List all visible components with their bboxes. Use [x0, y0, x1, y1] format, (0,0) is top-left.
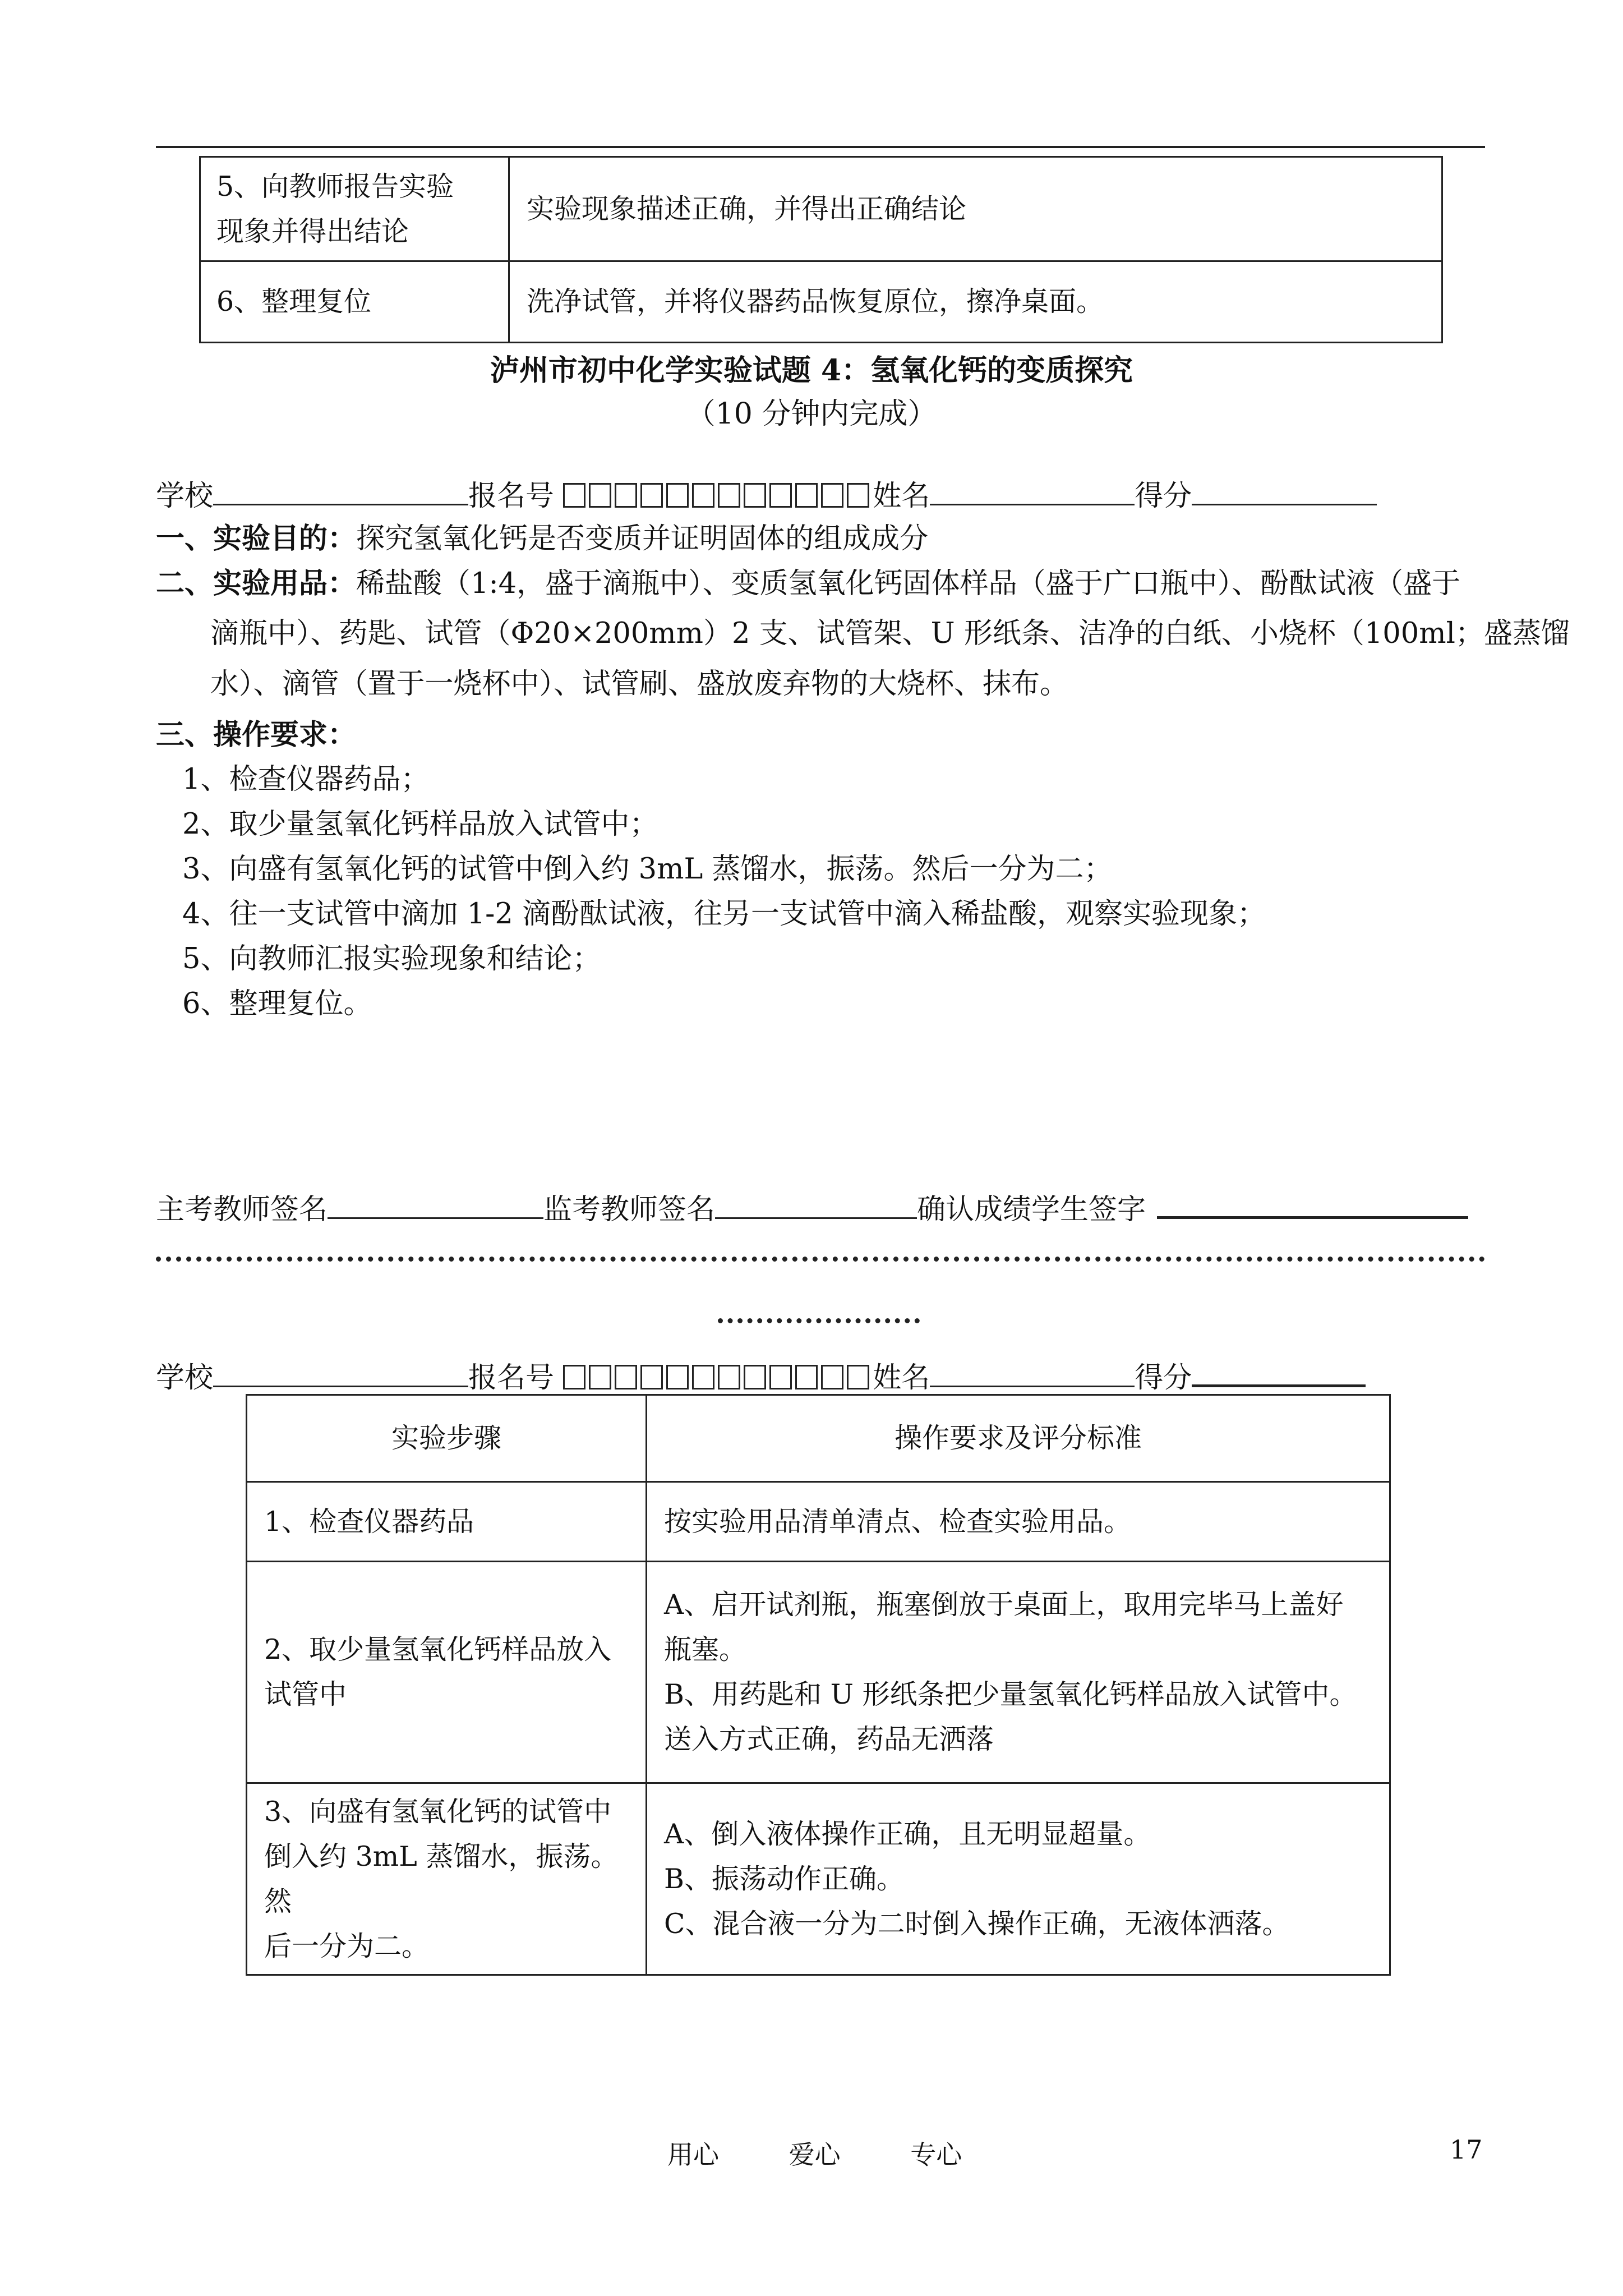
table-row: [200, 261, 1442, 343]
requirements-label: 三、操作要求：: [156, 718, 357, 752]
requirement-item: 1、检查仪器药品；: [182, 763, 430, 796]
score-label: 得分: [1135, 1361, 1192, 1395]
info-line: [156, 471, 1377, 519]
materials-label: 二、实验用品：: [156, 567, 357, 600]
signature-line: [156, 1184, 1468, 1232]
step-text: 6、整理复位: [216, 286, 372, 318]
purpose-text: 探究氢氧化钙是否变质并证明固体的组成成分: [356, 522, 929, 555]
materials-text: 稀盐酸（1:4，盛于滴瓶中）、变质氢氧化钙固体样品（盛于广口瓶中）、酚酞试液（盛于: [356, 567, 1461, 600]
chief-examiner-blank: [328, 1185, 543, 1219]
name-label: 姓名: [873, 1361, 930, 1395]
materials-line: 滴瓶中）、药匙、试管（Φ20×200mm）2 支、试管架、U 形纸条、洁净的白纸、小烧杯（100ml；盛蒸馏: [210, 617, 1570, 650]
header-criteria: 操作要求及评分标准: [647, 1395, 1390, 1482]
score-blank: [1192, 471, 1377, 505]
footer-mottos: [667, 2134, 1023, 2171]
reg-no-label: 报名号: [468, 1361, 555, 1395]
header-rule: [156, 146, 1485, 148]
requirement-item: 4、往一支试管中滴加 1-2 滴酚酞试液，往另一支试管中滴入稀盐酸，观察实验现象；: [182, 898, 1266, 931]
step-cell: [247, 1562, 647, 1783]
school-blank: [213, 471, 468, 505]
materials-line: [156, 561, 1460, 606]
table-row: [200, 157, 1442, 261]
school-blank: [213, 1353, 468, 1387]
criteria-text: B、用药匙和 U 形纸条把少量氢氧化钙样品放入试管中。: [664, 1678, 1357, 1710]
footer-motto: 爱心: [789, 2139, 841, 2170]
step-cell: [200, 261, 509, 343]
step-cell: [200, 157, 509, 261]
step-text: 现象并得出结论: [216, 215, 409, 247]
reg-no-label: 报名号: [468, 480, 555, 513]
criteria-cell: 洗净试管，并将仪器药品恢复原位，擦净桌面。: [509, 261, 1442, 343]
exam-subtitle: （10 分钟内完成）: [686, 397, 937, 431]
reg-no-boxes: [563, 480, 873, 513]
student-sign-blank: [1157, 1184, 1468, 1219]
criteria-text: 按实验用品清单清点、检查实验用品。: [664, 1505, 1132, 1538]
criteria-cell: [647, 1562, 1390, 1783]
criteria-text: A、启开试剂瓶，瓶塞倒放于桌面上，取用完毕马上盖好: [664, 1589, 1344, 1621]
step-cell: [247, 1783, 647, 1975]
top-scoring-table: [199, 156, 1443, 343]
table-header-row: [247, 1395, 1390, 1482]
name-blank: [930, 1353, 1135, 1387]
criteria-cell: [647, 1783, 1390, 1975]
cut-line-dots: [156, 1257, 1485, 1262]
requirement-item: 6、整理复位。: [182, 987, 372, 1020]
criteria-text: B、振荡动作正确。: [664, 1862, 905, 1895]
step-text: 5、向教师报告实验: [216, 170, 454, 203]
name-blank: [930, 471, 1135, 505]
step-text: 后一分为二。: [264, 1930, 430, 1962]
materials-line: 水）、滴管（置于一烧杯中）、试管刷、盛放废弃物的大烧杯、抹布。: [210, 668, 1069, 701]
requirement-item: 3、向盛有氢氧化钙的试管中倒入约 3mL 蒸馏水，振荡。然后一分为二；: [182, 853, 1113, 886]
cut-line-dots: [718, 1318, 920, 1323]
info-line: [156, 1352, 1366, 1401]
step-cell: [247, 1482, 647, 1562]
proctor-blank: [715, 1185, 917, 1219]
proctor-label: 监考教师签名: [543, 1193, 716, 1226]
step-text: 1、检查仪器药品: [264, 1505, 474, 1538]
page-number: 17: [1450, 2134, 1483, 2165]
criteria-text: 送入方式正确，药品无洒落: [664, 1723, 994, 1755]
table-row: [247, 1562, 1390, 1783]
school-label: 学校: [156, 480, 214, 513]
table-row: [247, 1482, 1390, 1562]
step-text: 2、取少量氢氧化钙样品放入: [264, 1634, 612, 1665]
purpose-line: [156, 516, 928, 562]
scoring-table: [246, 1394, 1391, 1976]
score-blank: [1192, 1352, 1366, 1387]
footer-motto: 专心: [910, 2139, 962, 2170]
step-text: 试管中: [264, 1678, 347, 1710]
criteria-text: 瓶塞。: [664, 1634, 747, 1665]
criteria-cell: [647, 1482, 1390, 1562]
criteria-text: A、倒入液体操作正确，且无明显超量。: [664, 1818, 1151, 1850]
score-label: 得分: [1135, 480, 1192, 513]
name-label: 姓名: [873, 480, 930, 513]
chief-examiner-label: 主考教师签名: [156, 1193, 328, 1226]
purpose-label: 一、实验目的：: [156, 522, 357, 555]
exam-title: 泸州市初中化学实验试题 4：氢氧化钙的变质探究: [490, 353, 1133, 388]
table-row: [247, 1783, 1390, 1975]
footer-motto: 用心: [667, 2139, 719, 2170]
criteria-cell: 实验现象描述正确，并得出正确结论: [509, 157, 1442, 261]
school-label: 学校: [156, 1361, 214, 1395]
student-sign-label: 确认成绩学生签字: [917, 1193, 1146, 1226]
step-text: 倒入约 3mL 蒸馏水，振荡。然: [264, 1840, 619, 1917]
header-step: 实验步骤: [247, 1395, 647, 1482]
criteria-text: C、混合液一分为二时倒入操作正确，无液体洒落。: [664, 1907, 1290, 1940]
step-text: 3、向盛有氢氧化钙的试管中: [264, 1795, 612, 1828]
reg-no-boxes: [563, 1361, 873, 1395]
requirement-item: 2、取少量氢氧化钙样品放入试管中；: [182, 808, 658, 841]
requirement-item: 5、向教师汇报实验现象和结论；: [182, 942, 601, 976]
